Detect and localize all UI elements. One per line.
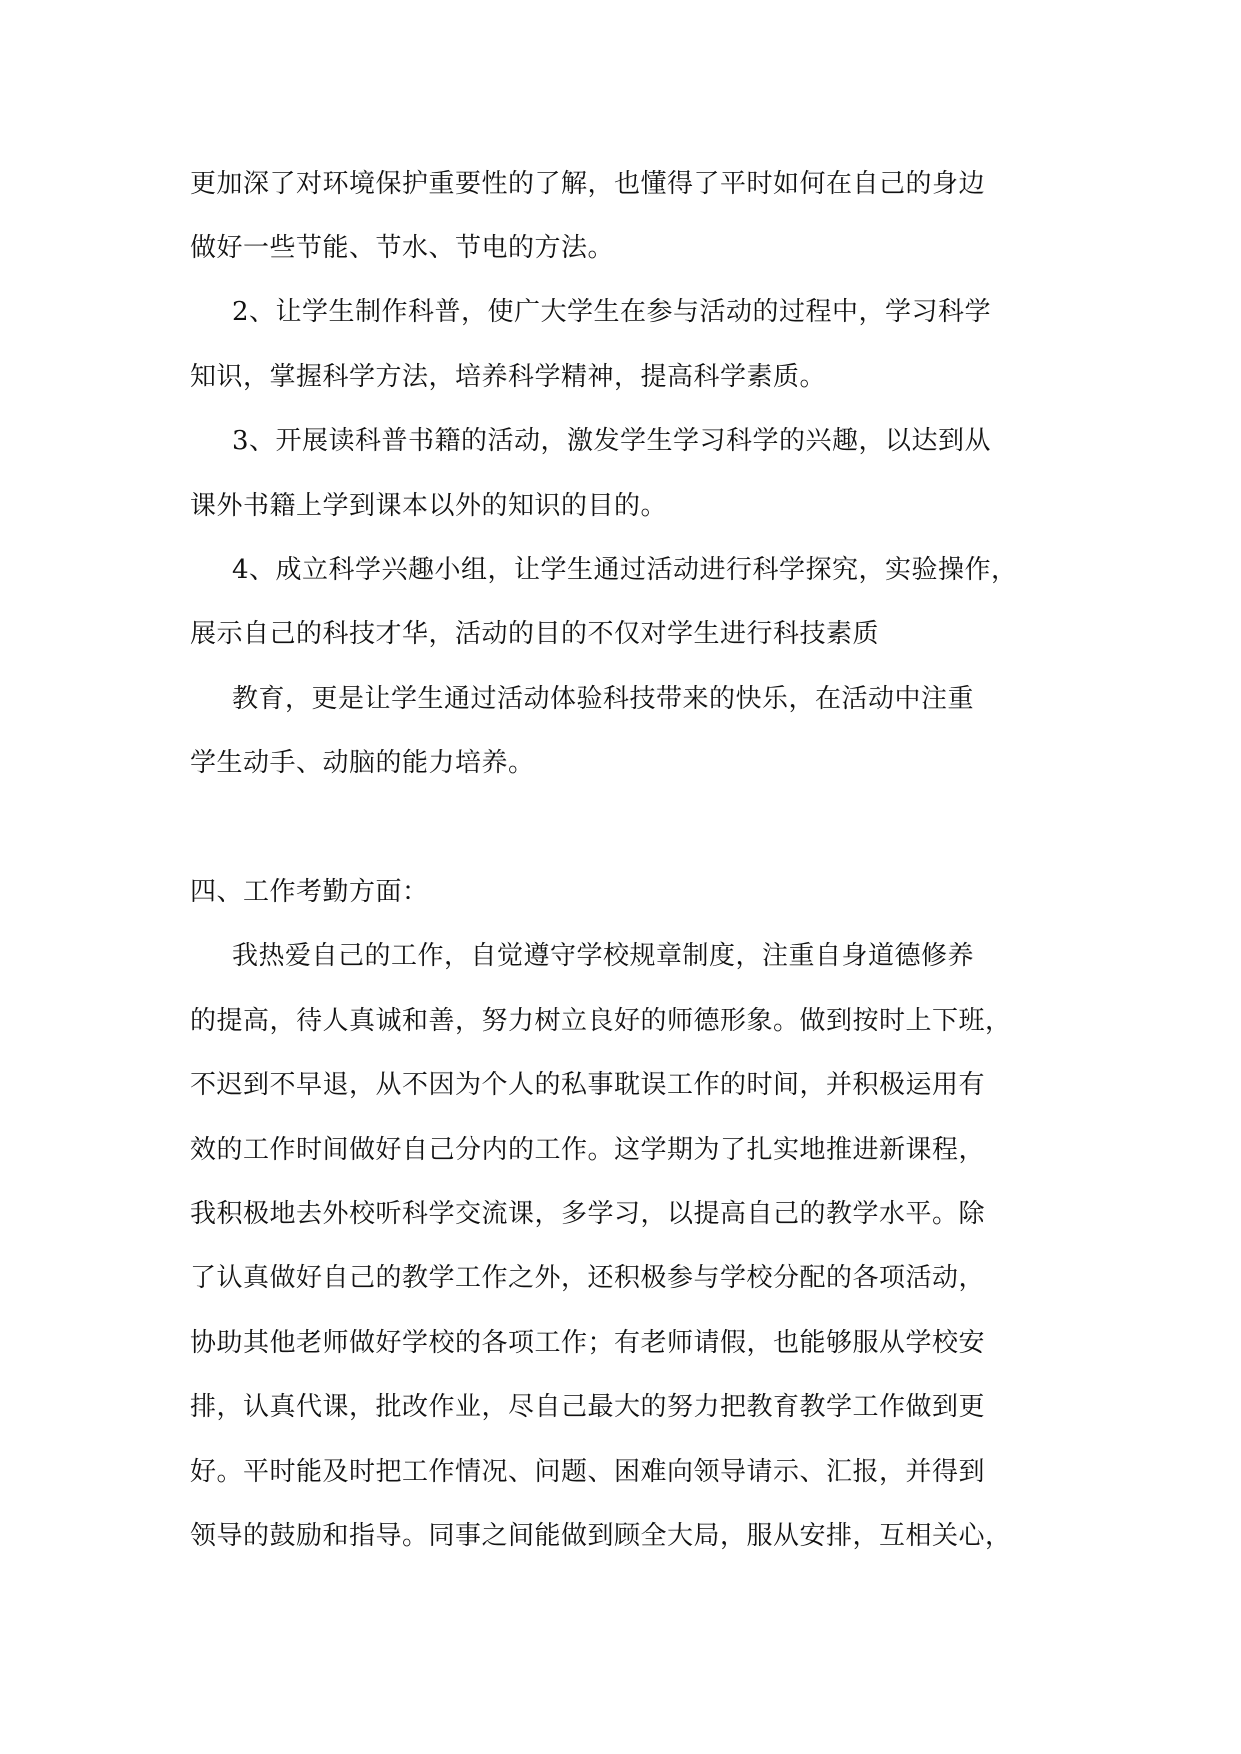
list-item-4-line: 展示自己的科技才华，活动的目的不仅对学生进行科技素质 bbox=[190, 619, 880, 649]
paragraph-line: 我热爱自己的工作，自觉遵守学校规章制度，注重自身道德修养 bbox=[232, 941, 975, 971]
paragraph-line: 了认真做好自己的教学工作之外，还积极参与学校分配的各项活动， bbox=[190, 1263, 986, 1293]
paragraph-line: 我积极地去外校听科学交流课，多学习，以提高自己的教学水平。除 bbox=[190, 1199, 986, 1229]
paragraph-line: 的提高，待人真诚和善，努力树立良好的师德形象。做到按时上下班， bbox=[190, 1006, 1012, 1036]
paragraph-line: 排，认真代课，批改作业，尽自己最大的努力把教育教学工作做到更 bbox=[190, 1392, 986, 1422]
paragraph-line: 做好一些节能、节水、节电的方法。 bbox=[190, 233, 615, 263]
paragraph-line: 效的工作时间做好自己分内的工作。这学期为了扎实地推进新课程， bbox=[190, 1135, 986, 1165]
list-item-2-line: 2、让学生制作科普，使广大学生在参与活动的过程中，学习科学 bbox=[232, 297, 992, 327]
paragraph-line: 不迟到不早退，从不因为个人的私事耽误工作的时间，并积极运用有 bbox=[190, 1070, 986, 1100]
list-item-2-line: 知识，掌握科学方法，培养科学精神，提高科学素质。 bbox=[190, 362, 827, 392]
list-item-4-line: 4、成立科学兴趣小组，让学生通过活动进行科学探究，实验操作， bbox=[232, 555, 1018, 585]
paragraph-line: 教育，更是让学生通过活动体验科技带来的快乐，在活动中注重 bbox=[232, 684, 975, 714]
paragraph-line: 学生动手、动脑的能力培养。 bbox=[190, 748, 535, 778]
paragraph-line: 协助其他老师做好学校的各项工作；有老师请假，也能够服从学校安 bbox=[190, 1328, 986, 1358]
list-item-3-line: 3、开展读科普书籍的活动，激发学生学习科学的兴趣，以达到从 bbox=[232, 426, 992, 456]
section-heading: 四、工作考勤方面： bbox=[190, 877, 429, 907]
paragraph-line: 更加深了对环境保护重要性的了解，也懂得了平时如何在自己的身边 bbox=[190, 169, 986, 199]
paragraph-line: 好。平时能及时把工作情况、问题、困难向领导请示、汇报，并得到 bbox=[190, 1457, 986, 1487]
list-item-3-line: 课外书籍上学到课本以外的知识的目的。 bbox=[190, 491, 668, 521]
paragraph-line: 领导的鼓励和指导。同事之间能做到顾全大局，服从安排，互相关心， bbox=[190, 1521, 1012, 1551]
